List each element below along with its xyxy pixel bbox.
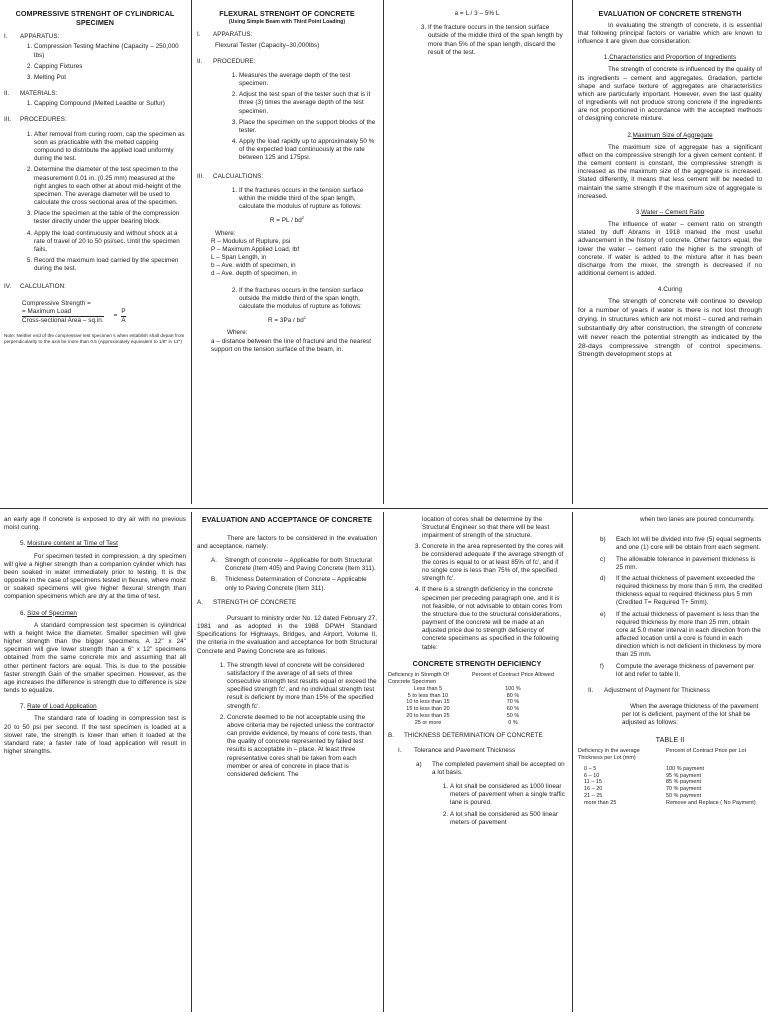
payment-adjustment-heading: II. Adjustment of Payment for Thickness (588, 686, 710, 694)
list-item: d) If the actual thickness of pavement exceeded the required thickness by more than 5 mm, the credited thickness equal to required thickness plus 5 mm (Credited T= Required T+ 5mm). (600, 574, 762, 607)
table-row: more than 25 Remove and Replace ( No Payment) (584, 799, 756, 806)
list-item: 1. A lot shall be considered as 1000 linear meters of pavement when a single traffic lane is poured. (450, 783, 566, 808)
perpendicularity-note: Note: Neither end of the compressive test specimen s when establish shall depart from perpendicularity to the axis be more than 0.5 (Approximately equivalent to 1/8" in 12") (4, 333, 185, 344)
calculation-heading: IV. CALCULATION: (4, 283, 66, 291)
column-rule-3 (572, 0, 573, 504)
factor-3-heading: 3.Water – Cement Ratio (635, 208, 705, 216)
table-header: Percent of Contract Price Allowed (472, 672, 554, 679)
thickness-column (578, 516, 762, 1012)
apparatus-list (4, 43, 186, 82)
column-rule-2 (383, 0, 384, 504)
factor-b: B. Thickness Determination of Concrete – Applicable only to Paving Concrete (Item 311). (211, 576, 367, 592)
flexural-calculation-list (197, 187, 377, 212)
flexural-procedure-heading: II. PROCEDURE: (197, 57, 256, 65)
where-label: Where: (215, 229, 236, 237)
factor-4-heading: 4.Curing (657, 286, 683, 294)
thickness-payment-table (578, 748, 760, 806)
list-item: 2. If the fractures occurs in the tension surface outside the middle third of the span length, calculate the modulus of rupture as follows: (239, 287, 377, 312)
where-label-2: Where: (227, 329, 248, 337)
list-item: 3. Place the specimen at the table of the compression tester directly under the upper bearing block. (34, 210, 186, 226)
list-item: 2. Determine the diameter of the test specimen to the measurement 0.01 in. (0.25 mm) measured at the right angles to each other at about mid-height of the specimen. The average diameter will be used to calculate the cross sectional area of the specimen. (34, 166, 186, 207)
table-row: 20 to less than 25 50 % (406, 712, 520, 719)
table-row: 10 to less than 15 70 % (406, 699, 520, 706)
factor-5-text: For specimen tested in compression, a dry specimen will give a higher strength than a companion cylinder which has been soaked in water immediately prior to testing. It is the opposite in the case of specimens tested in flexure, where moist or soaked specimens will give higher flexural strength than companion specimens which are dry at the time of test. (4, 552, 186, 601)
factor-7-heading: 7. Rate of Load Application (20, 703, 97, 711)
evaluation-strength-title: EVALUATION OF CONCRETE STRENGTH (598, 9, 742, 18)
table-ii-title: TABLE II (655, 734, 685, 744)
factor-2-heading: 2.Maximum Size of Aggregate (627, 131, 713, 139)
evaluation-strength-column (578, 10, 762, 502)
page-divider (0, 508, 768, 509)
table-row: 11 – 15 85 % payment (584, 779, 702, 786)
table-header: Deficiency in the average Thickness per Lot (mm) (578, 748, 640, 761)
thickness-section-heading: B. THICKNESS DETERMINATION OF CONCRETE (388, 732, 543, 740)
cores-list (388, 543, 566, 652)
tolerance-heading: I. Tolerance and Pavement Thickness (398, 746, 516, 754)
compressive-strength-column (4, 10, 186, 502)
acceptance-criteria-list (197, 662, 377, 779)
list-item: 3. If the fracture occurs in the tension surface outside of the middle third of the span length by more than 5% of the span length, discard the result of the test. (428, 24, 566, 57)
flexural-calculation-list-2 (197, 287, 377, 312)
list-item: 4. Apply the load continuously and without shock at a rate of travel of 20 to 50 psi/sec. Until the specimen fails. (34, 230, 186, 255)
flexural-strength-subtitle: (Using Simple Beam with Third Point Loading) (228, 18, 346, 25)
list-item: e) If the actual thickness of pavement is less than the required thickness by more than 25 mm, obtain core at 5.0 meter interval in each direction from the affected location until a core is found in each direction which is not deficient in thickness by more than 25 mm. (600, 610, 762, 659)
factor-1-heading: 1.Characteristics and Proportion of Ingredients (603, 54, 737, 62)
table-header: Deficiency in Strength Of Concrete Specimen (388, 672, 449, 686)
rupture-formula-2: $R = 3Pa / bd^2$ (267, 315, 307, 325)
list-item: c) The allowable tolerance in pavement thickness is 25 mm. (600, 555, 756, 571)
distance-formula: a = L / 3 – 5% L (454, 10, 500, 17)
list-item: 3. Concrete in the area represented by the cores will be considered adequate if the average strength of the cores is equal to or at least 85% of fc', and if no single core is less than 75% of, the specified strength fc'. (422, 543, 566, 584)
ministry-order-paragraph: Pursuant to ministry order No. 12 dated February 27, 1981 and as adopted in the 1988 DPWH Standard Specifications for Highways, Bridges, and Airport, Volume II, the criteria in the evaluation and acceptance for both Structural Concrete and Paving Concrete are as follows: (197, 614, 377, 655)
acceptance-column (197, 516, 377, 1012)
compressive-formula: Compressive Strength = $\frac{\text{= Maximum Load}}{\text{Cross-sectional Area – sq.in.}}$ = $\frac{P}{A}$ (22, 299, 126, 324)
procedures-list (4, 131, 186, 274)
procedures-heading: III. PROCEDURES: (4, 116, 67, 124)
flexural-apparatus-heading: I. APPARATUS: (197, 31, 253, 39)
list-item: f) Compute the average thickness of pavement per lot and refer to table II. (600, 662, 755, 678)
list-item: 3. Melting Pot (34, 74, 186, 82)
list-item: 1. Compression Testing Machine (Capacity – 250,000 lbs) (34, 43, 186, 59)
acceptance-intro: There are factors to be considered in the evaluation and acceptance, namely: (197, 534, 377, 550)
list-item: 1. Capping Compound (Melted Leadite or Sulfur) (34, 100, 186, 108)
factor-4-text: The strength of concrete will continue to develop for a number of years if water is there is not lost through drying. In structures which are not moist – cured and remain substantially dry after construction, the strength of concrete will never reach the potential strength as indicated by the 28-days compressive strength of control specimens. Strength development stops at (578, 298, 762, 359)
factor-7-text: The standard rate of loading in compression test is 20 to 50 psi per second. If the test specimen is loaded at a slower rate, the strength is lower than when it loaded at the standard rate; a faster rate of load application will result in higher strengths. (4, 715, 186, 756)
table-row: 6 – 10 95 % payment (584, 772, 702, 779)
list-item: 4. If there is a strength deficiency in the concrete specimen per preceding paragraph one, and it is not feasible, or not advisable to obtain cores from the structure due to the structural considerations, payment of the concrete will be made at an adjusted price due to strength deficiency of concrete specimens as specified in the following table: (422, 586, 566, 651)
flexural-apparatus: Flexural Tester (Capacity–30,000lbs) (215, 41, 320, 49)
table-row: 21 – 25 50 % payment (584, 792, 702, 799)
list-item: b) Each lot will be divided into five (5) equal segments and one (1) core will be obtain from each segment. (600, 536, 762, 552)
factor-5-heading: 5. Moisture content at Time of Test (20, 540, 118, 548)
variable-definitions: R – Modulus of Rupture, psi P – Maximum Applied Load, lbf L – Span Length, in b – Ave. width of specimen, in d – Ave. depth of specimen, in (211, 237, 300, 278)
lanes-continued: when two lanes are poured concurrently. (640, 516, 755, 523)
flexural-strength-column (197, 10, 377, 502)
flexural-calculation-heading: III. CALCUALTIONS: (197, 172, 264, 180)
strength-deficiency-title: CONCRETE STRENGTH DEFICIENCY (412, 658, 542, 668)
table-row: Less than 5 100 % (413, 685, 521, 692)
factor-a: A. Strength of concrete – Applicable for both Structural Concrete (Item 405) and Paving Concrete (Item 311). (211, 556, 376, 573)
core-location-continued: location of cores shall be determine by the Structural Engineer so that there will be least impairment of strength of the structure. (422, 516, 550, 540)
list-item: 3. Place the specimen on the support blocks of the tester. (239, 119, 377, 135)
list-item: 2. Capping Fixtures (34, 63, 186, 71)
table-row: 16 – 20 70 % payment (584, 786, 702, 792)
compressive-strength-title: COMPRESSIVE STRENGHT OF CYLINDRICAL SPECIMEN (15, 9, 175, 27)
strength-deficiency-table (388, 672, 558, 726)
list-item: 2. Concrete deemed to be not acceptable using the above criteria may be rejected unless the contractor can provide evidence, by means of core tests, than the quality of concrete represented by failed test results is acceptable in – place. At least three representative cores shall be taken from each member or area of concrete in place that is considered deficient. The (227, 714, 377, 779)
table-header: Percent of Contract Price per Lot (666, 748, 747, 755)
list-item: 1. After removal from curing room, cap the specimen as soon as practicable with the melted capping compound to distribute the applied load uniformly during the test. (34, 131, 186, 164)
evaluation-intro: In evaluating the strength of concrete, it is essential that following principal factors or variable which are known to influence it are given due consideration: (578, 21, 762, 45)
payment-adjustment-text: When the average thickness of the pavement per lot is deficient, payment of the lot shall be adjusted as follows: (622, 703, 759, 727)
distance-definition: a – distance between the line of fracture and the nearest support on the tension surface of the beam, in. (211, 337, 372, 353)
list-item: 2. Adjust the test span of the tester such that is it three (3) times the average depth of the test specimen. (239, 91, 377, 116)
table-row: 5 to less than 10 80 % (407, 692, 520, 699)
curing-continued: an early age if concrete is exposed to dry air with no previous moist curing. (4, 516, 186, 532)
list-item: 2. A lot shall be considered as 500 linear meters of pavement (450, 811, 566, 827)
lot-definition-list (388, 783, 566, 827)
materials-list (4, 100, 186, 108)
strength-section-heading: A. STRENGTH OF CONCRETE (197, 598, 297, 606)
factor-3-text: The influence of water – cement ratio on strength stated by duff Abrams in 1918 marked the most useful advancement in the history of concrete. Other factors equal, the lower the water – cement ratio the higher is the strength of concrete. If water is added to the mixture after it has been discharge from the mixer, the strength is decreased if no additional cement is added. (578, 221, 762, 278)
rupture-formula-1: R = PL / $bd^2$ (269, 215, 305, 225)
factor-6-text: A standard compression test specimen is cylindrical with a height twice the diameter. Smaller specimen will give higher strength than the bigger specimens. A 12" x 24" specimen will give lower strength than a 6" x 12" specimens obtained from the same concrete mix and assuming that all other pertinent factors are equal. This is due to the possible faster strength Gain of the smaller specimen. However, as the age increases the difference is strength due to difference is size tends to equalize. (4, 621, 186, 695)
column-rule-1 (191, 0, 192, 504)
list-item: 5. Record the maximum load carried by the specimen during the test. (34, 257, 186, 273)
materials-heading: II. MATERIALS: (4, 90, 58, 98)
column-rule-5 (383, 512, 384, 1012)
table-row: 15 to less than 20 60 % (406, 706, 520, 713)
flexural-continued-column (388, 10, 566, 502)
factor-1-text: The strength of concrete is influenced by the quality of its ingredients – cement and aggregates. Gradation, particle shape and surface texture of aggregates are characteristics which are particularly important. However, even the last quality of ingredients will not produce strong concrete if the ingredients are not proportioned in accordance with the accepted methods of designing concrete mixture. (578, 66, 762, 123)
flexural-strength-title: FLEXURAL STRENGHT OF CONCRETE (219, 9, 355, 18)
column-rule-4 (191, 512, 192, 1012)
acceptance-title: EVALUATION AND ACCEPTANCE OF CONCRETE (201, 515, 373, 524)
flexural-procedure-list (197, 72, 377, 163)
list-item: 4. Apply the load rapidly up to approximately 50 % of the expected load continuously at the rate between 125 and 175psi. (239, 138, 377, 163)
list-item: 1. Measures the average depth of the test specimen. (239, 72, 377, 88)
evaluation-factors-column (4, 516, 186, 1012)
list-item: 1. If the fractures occurs in the tension surface within the middle third of the span length, calculate the modulus of rupture as follows: (239, 187, 377, 212)
thickness-items (578, 536, 762, 679)
table-row: 25 or more 0 % (414, 719, 518, 726)
list-item: 1. The strength level of concrete will be considered satisfactory if the average of all sets of three consecutive strength test results equal or exceed the specified strength fc', and no individual strength test result is deficient by more than 15% of the specified strength fc'. (227, 662, 377, 711)
factor-2-text: The maximum size of aggregate has a significant effect on the compressive strength for a given cement content. If the cement content is constant, the compressive strength is increased as the maximum size of the aggregate is increased. Stated differently, it means that less cement will be needed to maintain the same strength if the maximum size of aggregate is increased. (578, 143, 762, 200)
lot-basis-item: a) The completed pavement shall be accepted on a lot basis. (416, 760, 565, 776)
column-rule-6 (572, 512, 573, 1012)
factor-6-heading: 6. Size of Specimen (20, 609, 77, 617)
cores-column (388, 516, 566, 1012)
flexural-calculation-list-3 (388, 24, 566, 57)
apparatus-heading: I. APPARATUS: (4, 33, 60, 41)
table-row: 0 – 5 100 % payment (584, 765, 705, 772)
